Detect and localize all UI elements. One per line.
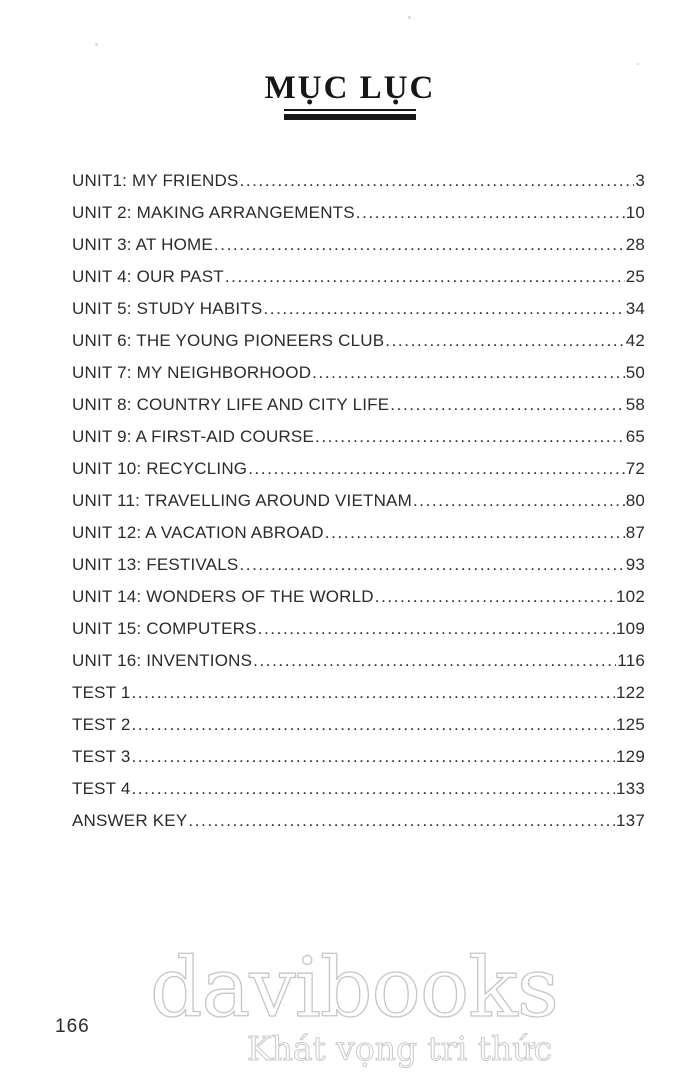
toc-entry-page: 116 (617, 651, 645, 670)
toc-entry-label: UNIT1: MY FRIENDS (72, 171, 239, 190)
dot-leader (356, 197, 625, 229)
toc-entry-label: UNIT 16: INVENTIONS (72, 651, 253, 670)
toc-entry-label: UNIT 4: OUR PAST (72, 267, 224, 286)
toc-entry (72, 197, 645, 229)
toc-entry-label: UNIT 15: COMPUTERS (72, 619, 257, 638)
toc-entry (72, 613, 645, 645)
scan-speck (408, 16, 411, 19)
toc-entry-page: 80 (625, 491, 645, 510)
dot-leader (132, 677, 616, 709)
toc-entry-label: UNIT 5: STUDY HABITS (72, 299, 263, 318)
dot-leader (132, 741, 616, 773)
toc-entry (72, 741, 645, 773)
toc-entry (72, 389, 645, 421)
toc-entry (72, 453, 645, 485)
dot-leader (263, 293, 624, 325)
toc-entry (72, 421, 645, 453)
toc-entry (72, 581, 645, 613)
toc-entry-label: ANSWER KEY (72, 811, 188, 830)
toc-entry-label: UNIT 13: FESTIVALS (72, 555, 239, 574)
watermark (148, 941, 560, 1068)
dot-leader (258, 613, 615, 645)
toc-entry-page: 125 (616, 715, 645, 734)
toc-list (72, 165, 645, 837)
toc-entry-page: 50 (625, 363, 645, 382)
page-title: MỤC LỤC (264, 70, 436, 106)
dot-leader (248, 453, 624, 485)
scan-speck (636, 63, 639, 65)
toc-entry-page: 133 (616, 779, 645, 798)
toc-entry (72, 293, 645, 325)
dot-leader (240, 165, 635, 197)
toc-entry (72, 325, 645, 357)
dot-leader (253, 645, 616, 677)
watermark-slogan: Khát vọng tri thức (246, 1029, 552, 1068)
toc-entry (72, 517, 645, 549)
toc-entry (72, 805, 645, 837)
dot-leader (132, 709, 616, 741)
toc-entry-label: UNIT 9: A FIRST-AID COURSE (72, 427, 314, 446)
toc-entry (72, 357, 645, 389)
toc-entry-page: 93 (625, 555, 645, 574)
dot-leader (132, 773, 616, 805)
dot-leader (312, 357, 625, 389)
dot-leader (325, 517, 625, 549)
toc-entry-page: 25 (625, 267, 645, 286)
title-block (0, 70, 700, 120)
dot-leader (385, 325, 624, 357)
toc-entry-page: 10 (625, 203, 645, 222)
toc-entry (72, 549, 645, 581)
toc-entry (72, 709, 645, 741)
toc-entry-label: UNIT 6: THE YOUNG PIONEERS CLUB (72, 331, 385, 350)
dot-leader (413, 485, 625, 517)
toc-entry-page: 28 (625, 235, 645, 254)
toc-entry-page: 58 (625, 395, 645, 414)
dot-leader (375, 581, 615, 613)
dot-leader (315, 421, 625, 453)
toc-entry-page: 87 (625, 523, 645, 542)
toc-entry-page: 129 (616, 747, 645, 766)
toc-entry-label: UNIT 3: AT HOME (72, 235, 213, 254)
toc-entry (72, 677, 645, 709)
toc-entry-label: UNIT 12: A VACATION ABROAD (72, 523, 324, 542)
watermark-brand: davibooks (150, 941, 558, 1036)
toc-entry (72, 229, 645, 261)
toc-entry-label: TEST 2 (72, 715, 131, 734)
toc-entry-page: 34 (625, 299, 645, 318)
dot-leader (225, 261, 625, 293)
dot-leader (239, 549, 624, 581)
toc-entry-page: 109 (616, 619, 645, 638)
dot-leader (188, 805, 615, 837)
toc-entry-page: 65 (625, 427, 645, 446)
toc-entry (72, 773, 645, 805)
toc-entry-label: UNIT 2: MAKING ARRANGEMENTS (72, 203, 355, 222)
toc-entry-label: TEST 1 (72, 683, 131, 702)
toc-entry-label: UNIT 14: WONDERS OF THE WORLD (72, 587, 374, 606)
toc-entry-label: UNIT 7: MY NEIGHBORHOOD (72, 363, 312, 382)
toc-entry-page: 137 (616, 811, 645, 830)
toc-entry-label: TEST 4 (72, 779, 131, 798)
toc-entry-page: 72 (625, 459, 645, 478)
folio-page-number: 166 (55, 1016, 90, 1037)
toc-entry (72, 261, 645, 293)
toc-entry (72, 485, 645, 517)
toc-entry-label: UNIT 8: COUNTRY LIFE AND CITY LIFE (72, 395, 390, 414)
toc-entry (72, 165, 645, 197)
dot-leader (390, 389, 624, 421)
toc-entry (72, 645, 645, 677)
toc-entry-label: UNIT 11: TRAVELLING AROUND VIETNAM (72, 491, 412, 510)
dot-leader (214, 229, 625, 261)
toc-entry-page: 3 (635, 171, 645, 190)
toc-entry-label: TEST 3 (72, 747, 131, 766)
toc-entry-page: 42 (625, 331, 645, 350)
title-underline (284, 109, 416, 120)
scan-speck (95, 43, 98, 46)
toc-entry-label: UNIT 10: RECYCLING (72, 459, 248, 478)
toc-entry-page: 122 (616, 683, 645, 702)
toc-entry-page: 102 (616, 587, 645, 606)
